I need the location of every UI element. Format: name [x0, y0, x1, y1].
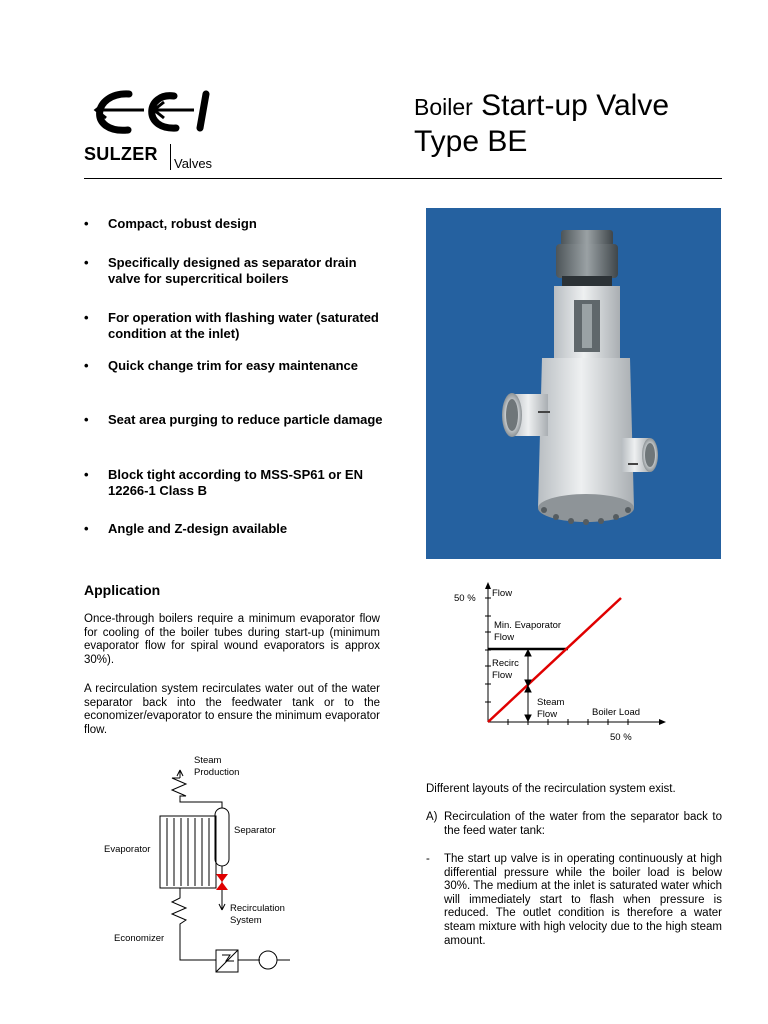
page-title-line2: Type BE — [414, 125, 528, 158]
x-right-label: 50 % — [610, 732, 632, 743]
start-up-valve-icon — [216, 874, 228, 890]
option-a-text: Recirculation of the water from the separator back to the feed water tank: — [444, 811, 722, 837]
y-top-label: 50 % — [454, 593, 476, 604]
feature-item: • Seat area purging to reduce particle damage — [84, 412, 384, 428]
steam-label-1: Steam — [194, 755, 222, 766]
economizer-pipe — [172, 888, 216, 960]
recirc-label-2: System — [230, 915, 262, 926]
separator-vessel — [215, 808, 229, 866]
separator-label: Separator — [234, 825, 276, 836]
y-axis-label: Flow — [492, 588, 513, 599]
brand-subtitle: Valves — [174, 156, 213, 171]
feature-item: • Specifically designed as separator drain valve for supercritical boilers — [84, 255, 384, 287]
steam-arrow-icon — [177, 770, 183, 778]
recirc-label-1: Recirc — [492, 658, 519, 669]
feature-item: • Angle and Z-design available — [84, 521, 384, 537]
feature-item: • Block tight according to MSS-SP61 or EN 12266-1 Class B — [84, 467, 384, 499]
evaporator-label: Evaporator — [104, 844, 151, 855]
feature-item: • For operation with flashing water (saturated condition at the inlet) — [84, 310, 384, 342]
page-title — [414, 88, 669, 125]
min-evap-label-1: Min. Evaporator — [494, 620, 562, 631]
detail-marker: - — [426, 853, 430, 865]
detail-text: The start up valve is in operating continuously at high differential pressure while the boiler load is below 30%. The medium at the inlet is saturated water which will immediately start to flash when pressure is reduced. The outlet condition is therefore a water steam mixture with high velocity due to the high steam amount. — [444, 853, 722, 947]
option-a — [426, 811, 722, 838]
option-a-marker: A) — [426, 811, 438, 823]
title-main: Start-up Valve — [481, 89, 670, 122]
min-evap-label-2: Flow — [494, 632, 515, 643]
recirc-label-1: Recirculation — [230, 903, 285, 914]
steam-label-1: Steam — [537, 697, 565, 708]
valve-image-icon — [426, 208, 721, 559]
x-axis-label: Boiler Load — [592, 707, 641, 718]
layouts-paragraph: Different layouts of the recirculation system exist. — [426, 783, 676, 795]
title-prefix: Boiler — [414, 94, 473, 120]
sulzer-logo-mark-icon — [84, 86, 219, 146]
valve-photo — [426, 208, 721, 559]
x-axis-arrow-icon — [659, 719, 666, 725]
header-rule — [84, 178, 722, 179]
recirc-flow-arrow — [525, 650, 531, 686]
economizer-label: Economizer — [114, 933, 165, 944]
y-axis-arrow-icon — [485, 582, 491, 589]
steam-label-2: Production — [194, 767, 240, 778]
flow-chart — [440, 578, 680, 750]
steam-flow-arrow — [525, 686, 531, 721]
brand-divider — [170, 144, 171, 170]
recirc-label-2: Flow — [492, 670, 513, 681]
brand-name: SULZER — [84, 144, 158, 164]
application-paragraph-1: Once-through boilers require a minimum evaporator flow for cooling of the boiler tubes during start-up (minimum evaporator flow for spiral wound evaporators is approx 30%). — [84, 613, 380, 666]
feature-item: • Quick change trim for easy maintenance — [84, 358, 384, 374]
feature-item: • Compact, robust design — [84, 216, 384, 232]
application-heading: Application — [84, 582, 161, 598]
recirculation-schematic — [100, 750, 320, 982]
steam-pipe — [172, 778, 222, 808]
steam-label-2: Flow — [537, 709, 558, 720]
pump-icon — [259, 951, 277, 969]
application-paragraph-2: A recirculation system recirculates water out of the water separator back into the feedwater tank or to the economizer/evaporator to ensure the minimum evaporator flow. — [84, 683, 380, 736]
option-a-detail — [426, 853, 722, 948]
